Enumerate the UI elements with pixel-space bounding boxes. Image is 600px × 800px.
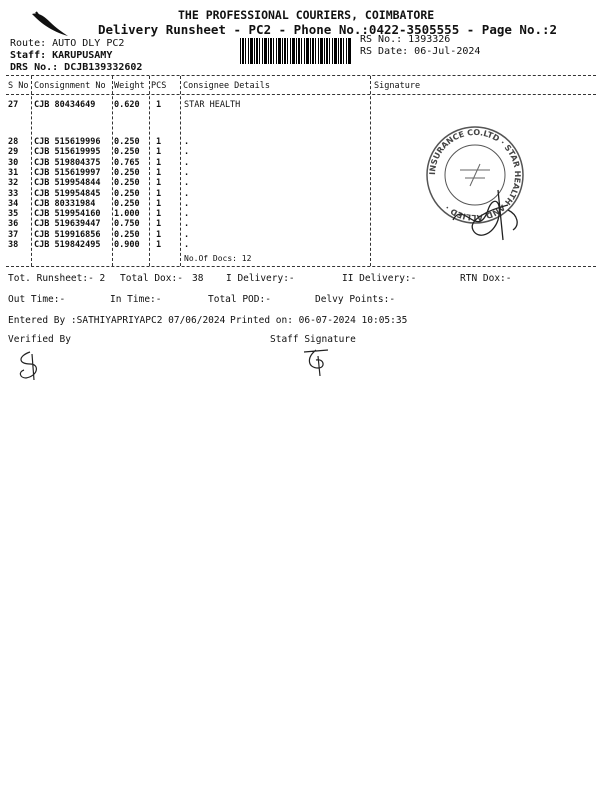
- out-time: Out Time:-: [8, 294, 66, 305]
- row-consignment: CJB 515619995: [34, 147, 101, 158]
- rs-number: RS No.: 1393326: [360, 34, 451, 45]
- row-sno: 29: [8, 147, 19, 158]
- row-weight: 1.000: [114, 209, 140, 220]
- row-consignee: .: [184, 157, 190, 168]
- row-pcs: 1: [156, 147, 162, 158]
- stamp-text: INSURANCE CO.LTD · STAR HEALTH AND ALLIED ·: [427, 127, 523, 223]
- no-of-docs: No.Of Docs: 12: [184, 254, 252, 263]
- row-sno: 38: [8, 240, 19, 250]
- row-pcs: 1: [156, 178, 162, 189]
- row-consignee: .: [184, 178, 190, 189]
- row-sno: 37: [8, 229, 19, 240]
- total-pod: Total POD:-: [208, 294, 271, 305]
- row-consignee: .: [184, 188, 190, 199]
- row-weight: 0.750: [114, 219, 140, 230]
- row-pcs: 1: [156, 157, 162, 168]
- row-consignment: CJB 519954844: [34, 178, 101, 189]
- row-pcs: 1: [156, 240, 162, 250]
- in-time: In Time:-: [110, 294, 162, 305]
- col-divider: [370, 76, 371, 266]
- total-runsheet: Tot. Runsheet:- 2: [8, 273, 106, 284]
- row-weight: 0.250: [114, 137, 140, 147]
- row-pcs: 1: [156, 229, 162, 240]
- route-label: Route: AUTO DLY PC2: [10, 38, 125, 49]
- col-divider: [149, 76, 150, 266]
- row-consignee: .: [184, 147, 190, 158]
- ii-delivery: II Delivery:-: [342, 273, 417, 284]
- verified-by: Verified By: [8, 334, 71, 345]
- row-sno: 31: [8, 167, 19, 178]
- row-weight: 0.250: [114, 167, 140, 178]
- row-consignee: STAR HEALTH: [184, 100, 241, 110]
- row-weight: 0.250: [114, 147, 140, 158]
- table-bottom-rule: [6, 266, 596, 267]
- col-divider: [31, 76, 32, 266]
- row-pcs: 1: [156, 137, 162, 147]
- delvy-points: Delvy Points:-: [315, 294, 396, 305]
- row-consignee: .: [184, 167, 190, 178]
- total-dox-label: Total Dox:-: [120, 273, 183, 284]
- row-pcs: 1: [156, 198, 162, 209]
- row-consignment: CJB 80331984: [34, 198, 96, 209]
- staff-label: Staff: KARUPUSAMY: [10, 50, 113, 61]
- row-consignee: .: [184, 240, 190, 250]
- col-header-pcs: PCS: [151, 81, 167, 91]
- runsheet-subtitle: Delivery Runsheet - PC2 - Phone No.:0422-3505555 - Page No.:2: [98, 22, 558, 37]
- row-consignee: .: [184, 198, 190, 209]
- staff-signature-icon: [298, 346, 338, 378]
- row-consignment: CJB 515619997: [34, 167, 101, 178]
- row-weight: 0.250: [114, 198, 140, 209]
- row-sno: 36: [8, 219, 19, 230]
- row-consignee: .: [184, 137, 190, 147]
- row-consignee: .: [184, 209, 190, 220]
- header-top-rule: [6, 75, 596, 76]
- col-header-weight: Weight: [114, 81, 145, 91]
- row-pcs: 1: [156, 188, 162, 199]
- col-divider: [112, 76, 113, 266]
- drs-number: DRS No.: DCJB139332602: [10, 62, 143, 73]
- row-consignment: CJB 519954845: [34, 188, 101, 199]
- rtn-dox: RTN Dox:-: [460, 273, 512, 284]
- row-consignment: CJB 519804375: [34, 157, 101, 168]
- company-name: THE PROFESSIONAL COURIERS, COIMBATORE: [178, 8, 435, 22]
- row-consignee: .: [184, 219, 190, 230]
- row-sno: 33: [8, 188, 19, 199]
- row-consignment: CJB 519639447: [34, 219, 101, 230]
- row-sno: 30: [8, 157, 19, 168]
- header-bottom-rule: [6, 94, 596, 95]
- row-weight: 0.620: [114, 100, 140, 110]
- signature-scribble-icon: [448, 180, 528, 250]
- row-pcs: 1: [156, 219, 162, 230]
- col-header-consignee: Consignee Details: [183, 81, 270, 91]
- row-consignee: .: [184, 229, 190, 240]
- row-pcs: 1: [156, 100, 162, 110]
- printed-on: Printed on: 06-07-2024 10:05:35: [230, 315, 408, 326]
- company-logo-icon: [30, 10, 70, 40]
- barcode: [240, 38, 352, 64]
- row-sno: 34: [8, 198, 19, 209]
- row-sno: 28: [8, 137, 19, 147]
- col-header-consignment: Consignment No: [34, 81, 106, 91]
- col-header-signature: Signature: [374, 81, 421, 91]
- row-consignment: CJB 519954160: [34, 209, 101, 220]
- row-sno: 32: [8, 178, 19, 189]
- row-sno: 27: [8, 100, 19, 110]
- col-divider: [180, 76, 181, 266]
- row-consignment: CJB 519842495: [34, 240, 101, 250]
- row-weight: 0.250: [114, 188, 140, 199]
- entered-by: Entered By :SATHIYAPRIYAPC2 07/06/2024: [8, 315, 226, 326]
- i-delivery: I Delivery:-: [226, 273, 295, 284]
- row-consignment: CJB 80434649: [34, 100, 96, 110]
- staff-signature-label: Staff Signature: [270, 334, 356, 345]
- rs-date: RS Date: 06-Jul-2024: [360, 46, 481, 57]
- row-pcs: 1: [156, 209, 162, 220]
- row-sno: 35: [8, 209, 19, 220]
- row-consignment: CJB 515619996: [34, 137, 101, 147]
- row-weight: 0.250: [114, 178, 140, 189]
- row-weight: 0.250: [114, 229, 140, 240]
- row-pcs: 1: [156, 167, 162, 178]
- row-weight: 0.900: [114, 240, 140, 250]
- col-header-sno: S No: [8, 81, 29, 91]
- verified-signature-icon: [10, 350, 50, 382]
- row-consignment: CJB 519916856: [34, 229, 101, 240]
- total-dox-value: 38: [192, 273, 204, 284]
- row-weight: 0.765: [114, 157, 140, 168]
